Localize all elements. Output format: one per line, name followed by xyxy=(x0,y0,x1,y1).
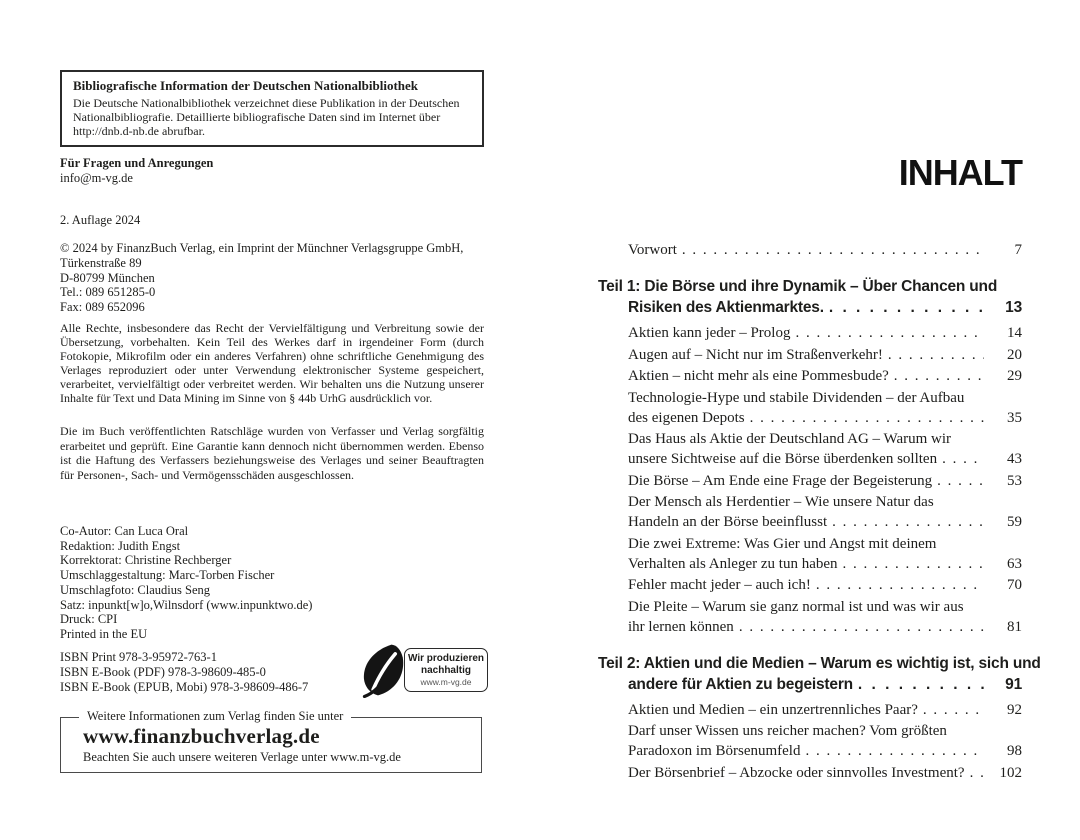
credit-korrektorat: Korrektorat: Christine Rechberger xyxy=(60,553,232,568)
credit-druck: Druck: CPI xyxy=(60,612,118,627)
toc-part-label: Risiken des Aktienmarktes. xyxy=(628,299,824,316)
credit-satz: Satz: inpunkt[w]o,Wilnsdorf (www.inpunktwo.de) xyxy=(60,597,313,612)
toc-page-number: 43 xyxy=(1007,451,1022,467)
copyright-line: © 2024 by FinanzBuch Verlag, ein Imprint der Münchner Verlagsgruppe GmbH, xyxy=(60,241,464,255)
toc-entry-label: ihr lernen können xyxy=(628,618,734,635)
toc-page-number: 63 xyxy=(1007,555,1022,572)
toc-entry xyxy=(628,763,1022,783)
dot-leader xyxy=(816,575,984,595)
toc-entry-label: des eigenen Depots xyxy=(628,409,745,426)
credit-umschlagfoto: Umschlagfoto: Claudius Seng xyxy=(60,582,210,597)
contact-block xyxy=(60,156,213,186)
dot-leader xyxy=(805,741,984,761)
dot-leader xyxy=(937,471,984,491)
toc-page-number: 98 xyxy=(1007,743,1022,759)
toc-entry-label: Das Haus als Aktie der Deutschland AG – Warum wir xyxy=(628,431,952,447)
toc-entry-label: Handeln an der Börse beeinflusst xyxy=(628,514,828,530)
toc-entry-label: Technologie-Hype und stabile Dividenden – der Aufbau xyxy=(628,389,965,406)
toc-entry-label: Der Mensch als Herdentier – Wie unsere Natur das xyxy=(628,494,934,510)
toc-page-number: 81 xyxy=(1007,618,1022,635)
toc-entry xyxy=(628,471,1022,491)
bibliographic-info-box xyxy=(60,70,484,147)
dot-leader xyxy=(682,240,984,260)
dot-leader xyxy=(970,763,984,783)
leaf-icon xyxy=(358,642,412,698)
toc-entry-label: Der Börsenbrief – Abzocke oder sinnvolles Investment? xyxy=(628,764,965,781)
fax-line: Fax: 089 652096 xyxy=(60,300,145,315)
toc-entry xyxy=(628,534,1022,574)
table-of-contents xyxy=(598,240,1041,784)
dot-leader xyxy=(942,449,984,469)
publisher-website: www.finanzbuchverlag.de xyxy=(83,724,320,748)
toc-entry-label: Aktien und Medien – ein unzertrennliches Paar? xyxy=(628,701,918,718)
contact-email: info@m-vg.de xyxy=(60,171,133,185)
dot-leader xyxy=(739,617,984,637)
rights-paragraph: Alle Rechte, insbesondere das Recht der Vervielfältigung und Verbreitung sowie der Übersetzung, vorbehalten. Kein Teil des Werkes darf in irgendeiner Form (durch Fotokopie, Mikrofilm oder ein anderes Verfahren) ohne schriftliche Genehmigung des Verlages reproduziert oder unter Verwendung elektronischer Systeme gespeichert, verarbeitet, vervielfältigt oder verbreitet werden. Wir behalten uns die Nutzung unserer Inhalte für Text und Data Mining im Sinne von § 44b UrhG ausdrücklich vor. xyxy=(60,321,484,405)
toc-entry xyxy=(628,700,1022,720)
toc-page-number: 70 xyxy=(1007,577,1022,593)
dot-leader xyxy=(888,345,984,365)
sustainability-badge-box xyxy=(404,648,488,692)
toc-entry-label: Aktien kann jeder – Prolog xyxy=(628,325,791,341)
toc-part-heading xyxy=(598,653,1041,695)
sustainability-badge-line1: Wir produzieren xyxy=(407,653,485,664)
dot-leader xyxy=(923,700,984,720)
bibliographic-info-body: Die Deutsche Nationalbibliothek verzeichnet diese Publikation in der Deutschen Nationalbibliografie. Detaillierte bibliografische Daten sind im Internet über http://dnb.d-nb.de abrufbar. xyxy=(73,96,460,138)
toc-entry-label: Verhalten als Anleger zu tun haben xyxy=(628,555,838,572)
toc-entry xyxy=(628,492,1022,532)
credits-block xyxy=(60,524,312,642)
toc-entry xyxy=(628,721,1022,761)
isbn-ebook-epub: ISBN E-Book (EPUB, Mobi) 978-3-98609-486-7 xyxy=(60,679,309,694)
dot-leader xyxy=(858,674,984,695)
toc-entry-label: Fehler macht jeder – auch ich! xyxy=(628,577,811,593)
toc-page-number: 92 xyxy=(1007,701,1022,718)
toc-entry xyxy=(628,345,1022,365)
toc-part-label: Teil 1: Die Börse und ihre Dynamik – Über Chancen und xyxy=(598,278,998,295)
toc-page-number: 20 xyxy=(1007,346,1022,363)
page-title: INHALT xyxy=(898,152,1022,193)
sustainability-badge-line2: nachhaltig xyxy=(420,664,471,676)
toc-page-number: 59 xyxy=(1007,514,1022,530)
toc-entry-label: Die zwei Extreme: Was Gier und Angst mit deinem xyxy=(628,535,937,552)
toc-page-number: 13 xyxy=(1005,299,1022,316)
toc-page-number: 14 xyxy=(1007,325,1022,341)
bibliographic-info-title: Bibliografische Information der Deutschen Nationalbibliothek xyxy=(73,78,419,93)
toc-entry xyxy=(628,429,1022,469)
toc-entry-label: Aktien – nicht mehr als eine Pommesbude? xyxy=(628,368,889,384)
isbn-block xyxy=(60,650,308,694)
toc-entry-label: Vorwort xyxy=(628,242,677,258)
credit-redaktion: Redaktion: Judith Engst xyxy=(60,538,181,553)
toc-page-number: 53 xyxy=(1007,472,1022,489)
toc-page-number: 29 xyxy=(1007,368,1022,384)
publisher-info-footer: Beachten Sie auch unsere weiteren Verlage unter www.m-vg.de xyxy=(83,750,401,764)
toc-entry-label: Die Pleite – Warum sie ganz normal ist und was wir aus xyxy=(628,598,964,615)
publisher-info-box xyxy=(60,709,482,773)
toc-part-label: andere für Aktien zu begeistern xyxy=(628,675,853,693)
sustainability-badge-url: www.m-vg.de xyxy=(420,677,472,687)
dot-leader xyxy=(832,512,984,532)
toc-entry xyxy=(628,366,1022,386)
phone-line: Tel.: 089 651285-0 xyxy=(60,285,156,300)
address-street: Türkenstraße 89 xyxy=(60,255,142,270)
toc-page-number: 102 xyxy=(999,764,1022,781)
isbn-ebook-pdf: ISBN E-Book (PDF) 978-3-98609-485-0 xyxy=(60,664,266,679)
liability-paragraph: Die im Buch veröffentlichten Ratschläge wurden von Verfasser und Verlag sorgfältig erarbeitet und geprüft. Eine Garantie kann dennoch nicht übernommen werden. Ebenso ist die Haftung des Verfassers beziehungsweise des Verlages und seiner Beauftragten für Personen-, Sach- und Vermögensschäden ausgeschlossen. xyxy=(60,424,484,482)
dot-leader xyxy=(795,323,984,343)
dot-leader xyxy=(894,366,984,386)
toc-page-number: 35 xyxy=(1007,409,1022,426)
publisher-info-legend: Weitere Informationen zum Verlag finden Sie unter xyxy=(79,709,351,724)
credit-umschlaggestaltung: Umschlaggestaltung: Marc-Torben Fischer xyxy=(60,568,275,583)
toc-page-number: 7 xyxy=(1014,242,1022,258)
toc-part-heading xyxy=(598,276,1022,318)
edition-line: 2. Auflage 2024 xyxy=(60,213,141,227)
credit-printed: Printed in the EU xyxy=(60,626,148,641)
toc-entry-label: Darf unser Wissen uns reicher machen? Vom größten xyxy=(628,723,947,739)
toc-entry xyxy=(628,388,1022,428)
toc-entry-label: unsere Sichtweise auf die Börse überdenken sollten xyxy=(628,451,938,467)
toc-part-label: Teil 2: Aktien und die Medien – Warum es wichtig ist, sich und xyxy=(598,654,1041,672)
toc-page-number: 91 xyxy=(1005,675,1022,693)
toc-entry-label: Die Börse – Am Ende eine Frage der Begeisterung xyxy=(628,472,933,489)
dot-leader xyxy=(829,297,984,318)
credit-coauthor: Co-Autor: Can Luca Oral xyxy=(60,524,189,538)
toc-entry xyxy=(628,323,1022,343)
sustainability-badge xyxy=(358,640,490,702)
isbn-print: ISBN Print 978-3-95972-763-1 xyxy=(60,650,217,664)
toc-entry xyxy=(628,240,1022,260)
toc-entry xyxy=(628,597,1022,637)
toc-entry-label: Augen auf – Nicht nur im Straßenverkehr! xyxy=(628,346,883,363)
address-city: D-80799 München xyxy=(60,270,155,285)
contact-heading: Für Fragen und Anregungen xyxy=(60,156,214,170)
toc-entry xyxy=(628,575,1022,595)
publisher-address-block xyxy=(60,241,463,315)
toc-entry-label: Paradoxon im Börsenumfeld xyxy=(628,743,801,759)
dot-leader xyxy=(843,554,984,574)
dot-leader xyxy=(750,408,984,428)
